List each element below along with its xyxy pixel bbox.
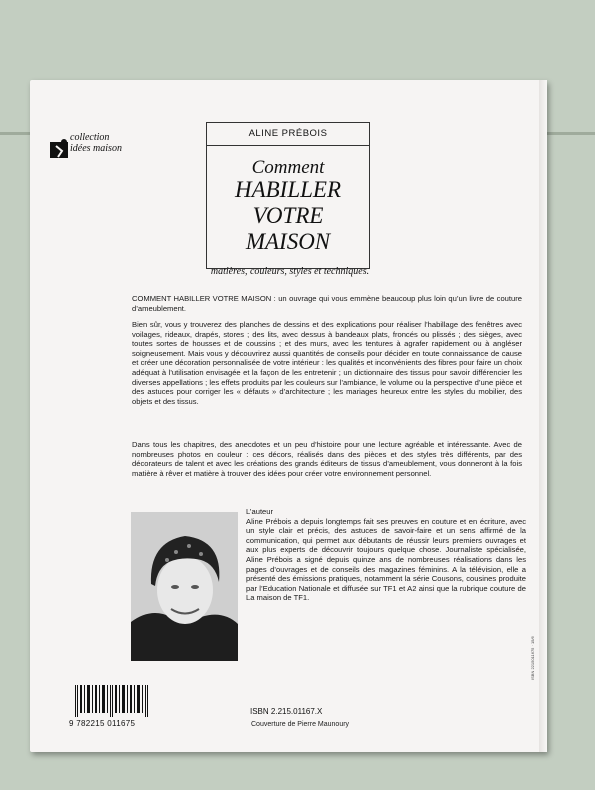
intro-paragraph: COMMENT HABILLER VOTRE MAISON : un ouvrage qui vous emmène beaucoup plus loin qu’un livre de couture d’ameublement. — [132, 294, 522, 313]
author-portrait-image — [131, 512, 238, 661]
bio-text: Aline Prébois a depuis longtemps fait ses preuves en couture et en écriture, avec un style clair et précis, des astuces de savoir-faire et un sens affirmé de la communication, qui permet aux débutants de réussir leurs premiers ouvrages et aux plus experts de découvrir toujours quelque chose. Journaliste spécialisée, Aline Prébois a signé depuis quinze ans de nombreuses réalisations dans les pages d’ouvrages et de conseils des magazines féminins. A la télévision, elle a présenté des émissions pratiques, notamment la série Cousons, cousines produite par l’Education Nationale et diffusée sur TF1 et A2 ainsi que la rubrique couture de La maison de TF1. — [246, 516, 526, 603]
title-line-2: HABILLER — [234, 177, 342, 202]
author-bio — [246, 507, 526, 603]
bio-heading: L’auteur — [246, 507, 274, 516]
title-line-4: MAISON — [245, 229, 331, 254]
book-back-cover — [30, 80, 547, 752]
isbn: ISBN 2.215.01167.X — [250, 707, 323, 716]
subtitle: matières, couleurs, styles et techniques. — [210, 266, 370, 277]
book-edge — [539, 80, 547, 752]
title-box — [206, 122, 370, 269]
body-paragraph-2: Dans tous les chapitres, des anecdotes et un peu d’histoire pour une lecture agréable et intéressante. Avec de nombreuses photos en couleur : ces décors, réalisés dans des pièces et des styles très différents, par des décorateurs de talent et avec les créations des grands éditeurs de tissus d’ameublement, vous donneront à la fois matière à rêver et matière à trouver des idées pour créer votre environnement personnel. — [132, 440, 522, 478]
barcode-icon — [75, 685, 149, 717]
author-name: ALINE PRÉBOIS — [207, 123, 369, 146]
logo-line-1: collection — [70, 132, 110, 143]
barcode-number: 9 782215 011675 — [69, 719, 136, 728]
title-line-1: Comment — [251, 157, 325, 178]
figure-logo-icon — [50, 138, 72, 160]
body-paragraph: Bien sûr, vous y trouverez des planches de dessins et des explications pour réaliser l’habillage des fenêtres avec voilages, rideaux, drapés, stores ; des lits, avec dessus à bandeaux plats, froncés ou plissés ; des sièges, avec toutes sortes de housses et de coussins ; et des murs, avec les tentures à agrafer rapidement ou à angléser soigneusement. Mais vous y découvrirez aussi quantités de conseils pour décider en toute connaissance de cause et créer une décoration personnalisée de votre intérieur : les qualités et inconvénients des fibres pour faire un choix adéquat à l’utilisation envisagée et la façon de les entretenir ; un dictionnaire des tissus pour savoir différencier les diverses appellations ; les effets produits par les couleurs sur l’ambiance, le volume ou la perspective d’une pièce et des astuces pour corriger les « défauts » d’architecture ; les mariages heureux entre les styles du mobilier, des objets et des tissus. — [132, 320, 522, 406]
logo-line-2: idées maison — [70, 143, 122, 154]
title-line-3: VOTRE — [252, 203, 324, 228]
cover-credit: Couverture de Pierre Maunoury — [251, 721, 350, 728]
vertical-print-code: ISBN 2215011675 · 15/6 — [530, 636, 535, 680]
author-photo — [131, 512, 238, 661]
